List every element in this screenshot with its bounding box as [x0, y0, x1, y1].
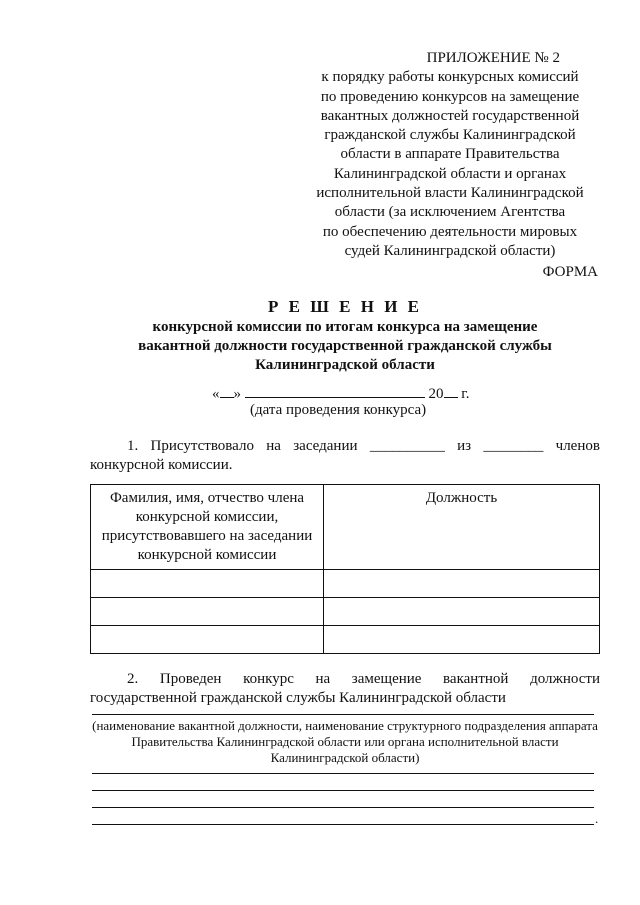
paragraph-1-word: Присутствовало — [150, 438, 254, 454]
table-cell[interactable] — [324, 570, 600, 598]
document-subtitle — [90, 318, 600, 375]
paragraph-2-word: конкурс — [243, 671, 294, 687]
appendix-line: исполнительной власти Калининградской — [316, 185, 584, 202]
total-count-blank[interactable]: ________ — [483, 438, 544, 454]
table-cell[interactable] — [324, 598, 600, 626]
appendix-line: к порядку работы конкурсных комиссий — [321, 69, 579, 86]
appendix-line: судей Калининградской области) — [344, 242, 556, 259]
table-cell[interactable] — [324, 626, 600, 654]
paragraph-2-word: на — [315, 671, 331, 687]
document-title: Р Е Ш Е Н И Е — [267, 297, 422, 316]
month-blank[interactable] — [245, 383, 425, 398]
appendix-line: по проведению конкурсов на замещение — [320, 88, 580, 105]
year-blank[interactable] — [444, 383, 458, 398]
paragraph-2-word: замещение — [351, 671, 422, 687]
paragraph-2-line-2: государственной гражданской службы Калининградской области — [90, 690, 506, 706]
subtitle-line: Калининградской области — [255, 357, 435, 373]
date-caption: (дата проведения конкурса) — [250, 402, 427, 418]
date-row — [212, 383, 469, 403]
table-cell[interactable] — [91, 626, 324, 654]
date-close-quote: » — [233, 386, 241, 402]
appendix-line: Калининградской области и органах — [333, 165, 567, 182]
fill-line[interactable] — [92, 807, 594, 808]
table-row — [91, 598, 600, 626]
day-blank[interactable] — [220, 383, 234, 398]
position-caption: (наименование вакантной должности, наименование структурного подразделения аппарата Правительства Калининградской области или органа исполнительной власти Калининградской области) — [92, 718, 598, 765]
fill-line[interactable] — [92, 773, 594, 774]
year-prefix: 20 — [428, 386, 444, 402]
paragraph-1-line-1 — [90, 438, 600, 455]
table-cell[interactable] — [91, 570, 324, 598]
fill-line[interactable] — [92, 790, 594, 791]
appendix-block — [300, 49, 600, 261]
paragraph-1-word: на — [266, 438, 281, 454]
paragraph-2-word: вакантной — [443, 671, 509, 687]
position-fill-line[interactable] — [92, 714, 594, 715]
paragraph-1-word: заседании — [293, 438, 358, 454]
date-open-quote: « — [212, 386, 220, 402]
paragraph-2-line-1 — [90, 671, 600, 688]
table-row — [91, 626, 600, 654]
appendix-line: по обеспечению деятельности мировых — [322, 223, 578, 240]
appendix-title: ПРИЛОЖЕНИЕ № 2 — [426, 50, 560, 66]
table-cell[interactable] — [91, 598, 324, 626]
appendix-line: вакантных должностей государственной — [320, 107, 580, 124]
subtitle-line: вакантной должности государственной гражданской службы — [138, 338, 552, 354]
paragraph-2-number: 2. — [127, 671, 139, 687]
table-header-row — [91, 485, 600, 570]
paragraph-2-word: должности — [530, 671, 600, 687]
present-count-blank[interactable]: __________ — [369, 438, 445, 454]
paragraph-1-number: 1. — [127, 438, 139, 454]
end-period: . — [595, 811, 599, 826]
appendix-line: области в аппарате Правительства — [340, 146, 560, 163]
paragraph-1-line-2: конкурсной комиссии. — [90, 457, 233, 473]
table-row — [91, 570, 600, 598]
column-header-position: Должность — [324, 485, 600, 570]
appendix-line: гражданской службы Калининградской — [324, 127, 576, 144]
year-suffix: г. — [461, 386, 470, 402]
members-table — [90, 484, 600, 654]
column-header-name: Фамилия, имя, отчество члена конкурсной комиссии, присутствовавшего на заседании конкурсной комиссии — [91, 485, 324, 570]
form-label: ФОРМА — [542, 264, 598, 280]
subtitle-line: конкурсной комиссии по итогам конкурса на замещение — [152, 319, 538, 335]
paragraph-2-word: Проведен — [159, 671, 222, 687]
paragraph-1-word: из — [457, 438, 472, 454]
paragraph-1-word: членов — [555, 438, 600, 454]
appendix-line: области (за исключением Агентства — [334, 204, 566, 221]
fill-line[interactable] — [92, 824, 594, 825]
